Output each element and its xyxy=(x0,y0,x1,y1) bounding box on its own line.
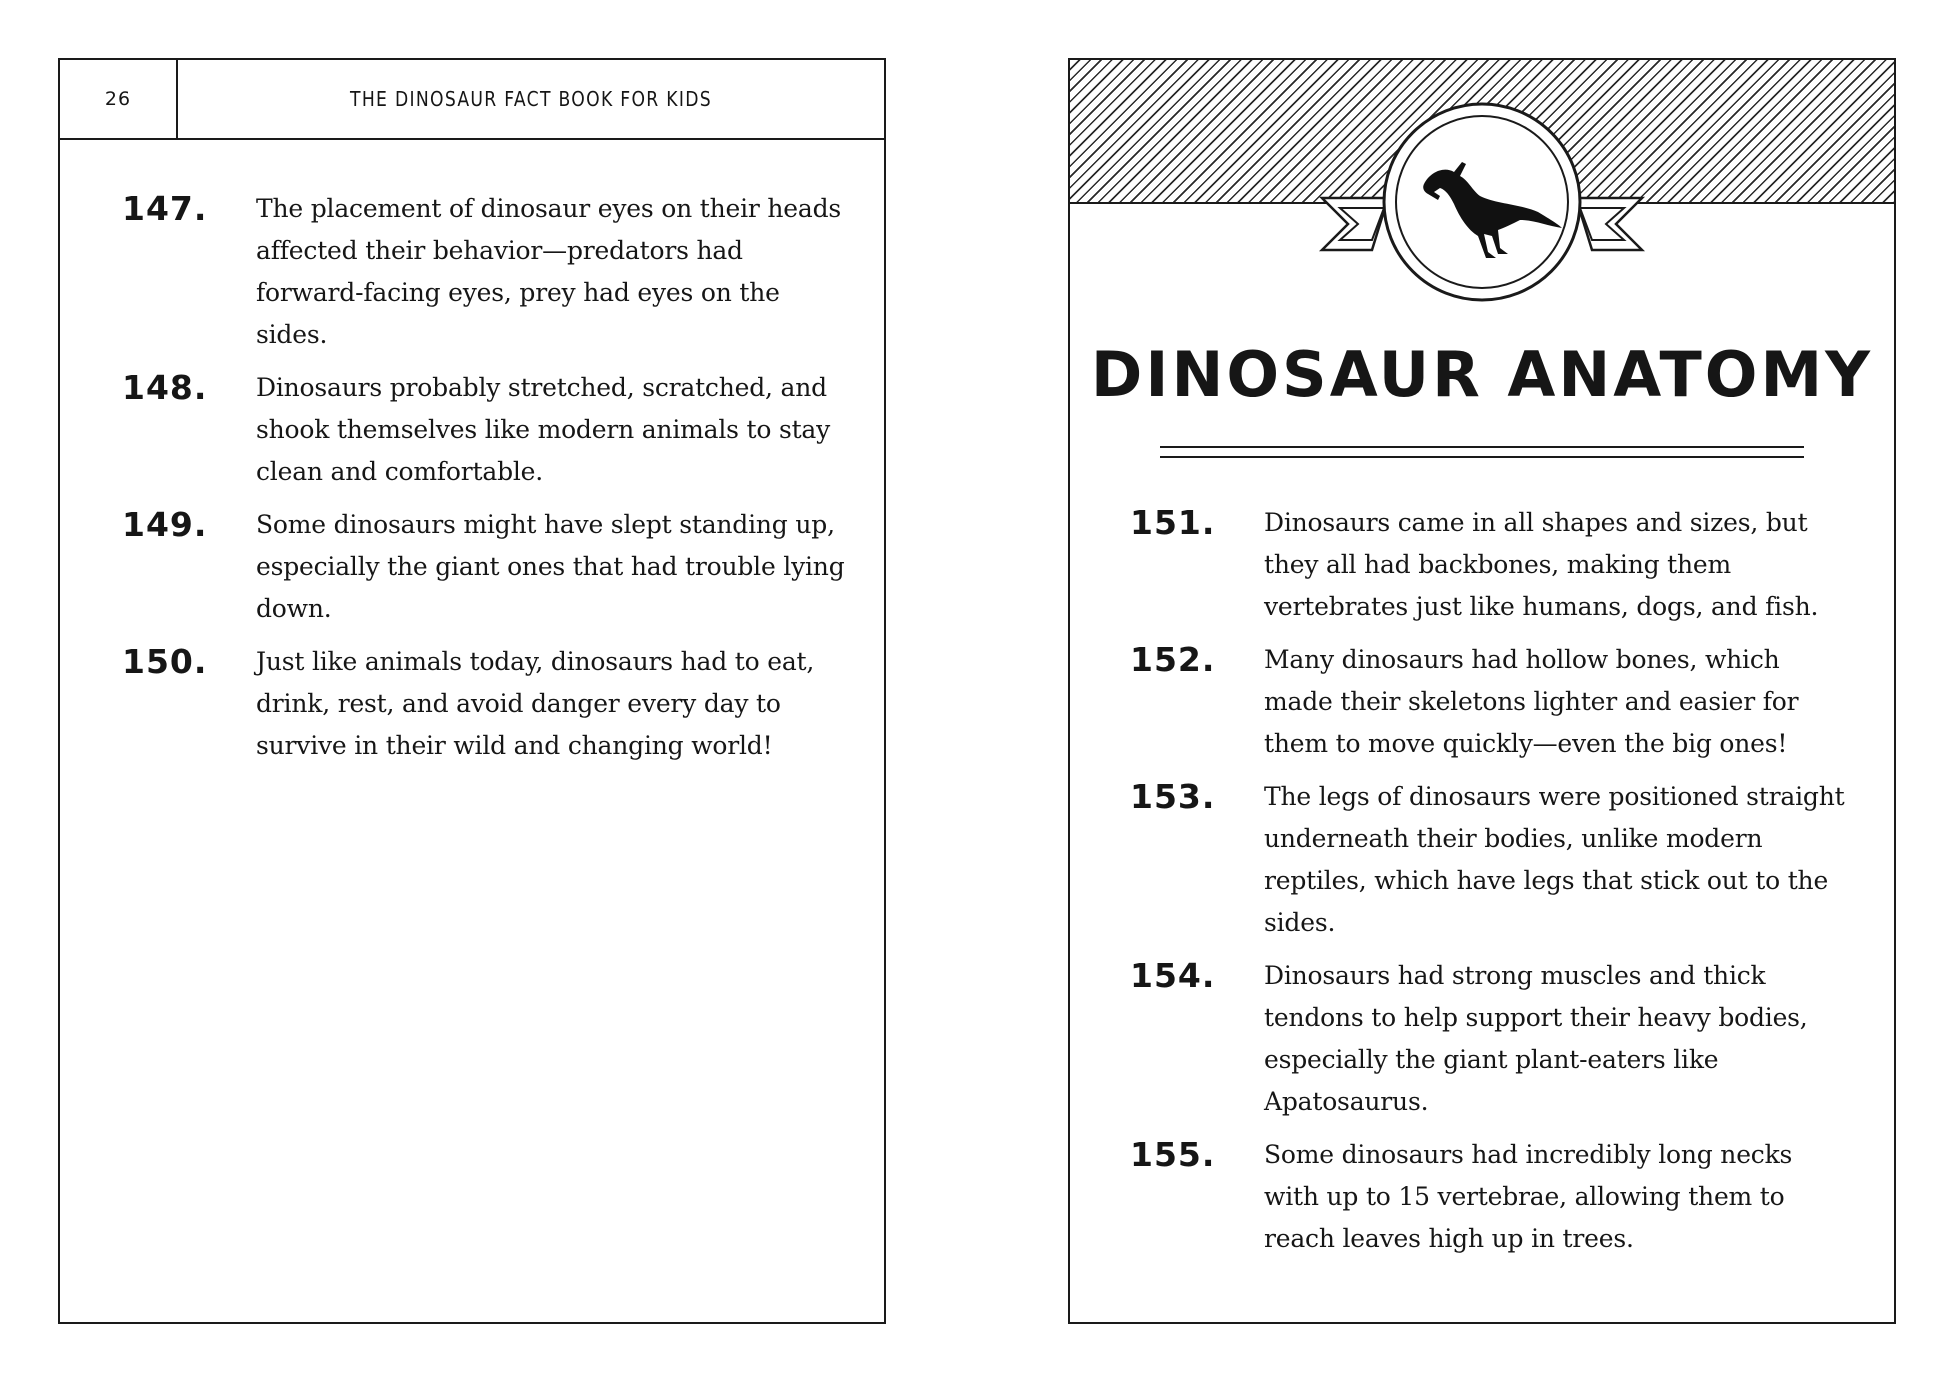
fact-number: 148. xyxy=(122,368,208,407)
right-page xyxy=(1068,58,1896,1324)
fact-number: 147. xyxy=(122,189,208,228)
fact-number: 151. xyxy=(1130,503,1216,542)
running-head xyxy=(60,60,884,140)
fact-text: Dinosaurs came in all shapes and sizes, but they all had backbones, making them vertebrates just like humans, dogs, and fish. xyxy=(1264,508,1819,621)
chapter-title: DINOSAUR ANATOMY xyxy=(1090,338,1874,411)
fact-number: 155. xyxy=(1130,1135,1216,1174)
dinosaur-emblem-icon xyxy=(1312,100,1652,310)
fact-number: 154. xyxy=(1130,956,1216,995)
title-rule-top xyxy=(1160,446,1804,448)
book-title: THE DINOSAUR FACT BOOK FOR KIDS xyxy=(350,87,712,111)
fact-number: 149. xyxy=(122,505,208,544)
fact-text: Just like animals today, dinosaurs had to eat, drink, rest, and avoid danger every day to survive in their wild and changing world! xyxy=(256,647,815,760)
fact-text: The placement of dinosaur eyes on their heads affected their behavior—predators had forward-facing eyes, prey had eyes on the sides. xyxy=(256,194,842,349)
fact-text: The legs of dinosaurs were positioned straight underneath their bodies, unlike modern reptiles, which have legs that stick out to the sides. xyxy=(1264,782,1845,937)
fact-number: 152. xyxy=(1130,640,1216,679)
fact-text: Dinosaurs had strong muscles and thick tendons to help support their heavy bodies, especially the giant plant-eaters like Apatosaurus. xyxy=(1264,961,1808,1116)
fact-number: 153. xyxy=(1130,777,1216,816)
fact-text: Some dinosaurs might have slept standing up, especially the giant ones that had trouble lying down. xyxy=(256,510,845,623)
title-rule-bottom xyxy=(1160,456,1804,458)
page-number: 26 xyxy=(60,60,178,138)
fact-text: Dinosaurs probably stretched, scratched, and shook themselves like modern animals to stay clean and comfortable. xyxy=(256,373,831,486)
fact-text: Some dinosaurs had incredibly long necks with up to 15 vertebrae, allowing them to reach leaves high up in trees. xyxy=(1264,1140,1793,1253)
left-page xyxy=(58,58,886,1324)
fact-text: Many dinosaurs had hollow bones, which made their skeletons lighter and easier for them to move quickly—even the big ones! xyxy=(1264,645,1799,758)
fact-number: 150. xyxy=(122,642,208,681)
